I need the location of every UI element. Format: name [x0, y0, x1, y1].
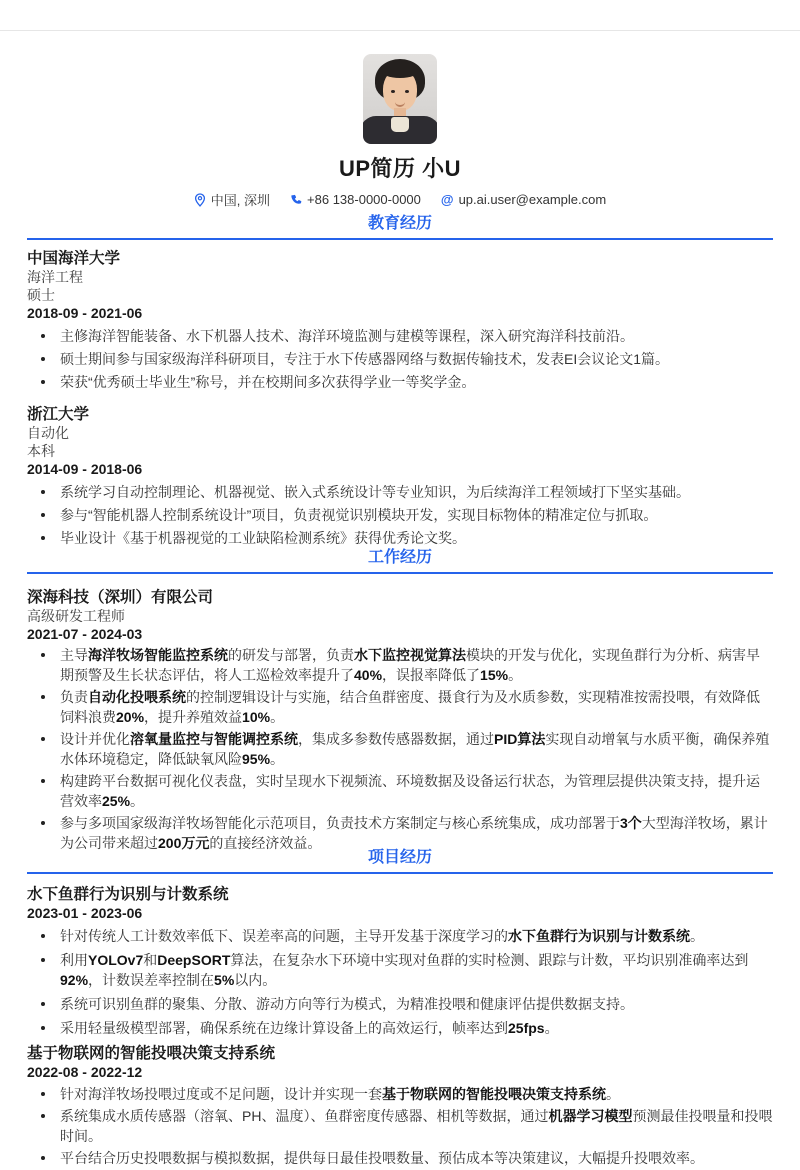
bullet-item: 构建跨平台数据可视化仪表盘，实时呈现水下视频流、环境数据及设备运行状态，为管理层提供决策支持，提升运营效率25%。 — [27, 771, 773, 811]
bullet-item: 参与多项国家级海洋牧场智能化示范项目，负责技术方案制定与核心系统集成，成功部署于3个大型海洋牧场，累计为公司带来超过200万元的直接经济效益。 — [27, 813, 773, 853]
section-projects — [27, 848, 773, 1170]
bullet-item: 参与“智能机器人控制系统设计”项目，负责视觉识别模块开发，实现目标物体的精准定位与抓取。 — [27, 505, 773, 525]
entry-date: 2022-08 - 2022-12 — [27, 1064, 143, 1080]
bullet-item: 毕业设计《基于机器视觉的工业缺陷检测系统》获得优秀论文奖。 — [27, 528, 773, 548]
bullet-item: 系统学习自动控制理论、机器视觉、嵌入式系统设计等专业知识，为后续海洋工程领域打下坚实基础。 — [27, 482, 773, 502]
profile-photo — [363, 54, 437, 144]
entry-subline: 硕士 — [27, 287, 55, 303]
entry-title: 深海科技（深圳）有限公司 — [27, 589, 214, 606]
location-pin-icon — [194, 193, 206, 207]
bullet-dot — [41, 380, 45, 384]
resume-header — [0, 54, 800, 209]
bullet-dot — [41, 357, 45, 361]
entry — [27, 405, 773, 548]
entry-date: 2018-09 - 2021-06 — [27, 305, 143, 321]
bullet-dot — [41, 1092, 45, 1096]
avatar-eye — [391, 90, 395, 93]
bullet-dot — [41, 513, 45, 517]
page-top-divider — [0, 30, 800, 31]
contact-email-text: up.ai.user@example.com — [458, 192, 607, 207]
bullet-dot — [41, 1156, 45, 1160]
bullet-dot — [41, 1002, 45, 1006]
avatar-eye — [405, 90, 409, 93]
entry-date: 2021-07 - 2024-03 — [27, 626, 143, 642]
avatar-shirt — [391, 117, 409, 132]
bullet-dot — [41, 737, 45, 741]
contact-phone-text: +86 138-0000-0000 — [307, 192, 421, 207]
bullet-list — [27, 1084, 773, 1168]
bullet-item: 主修海洋智能装备、水下机器人技术、海洋环境监测与建模等课程，深入研究海洋科技前沿。 — [27, 326, 773, 346]
bullet-list — [27, 326, 773, 392]
contact-location-text: 中国, 深圳 — [210, 193, 271, 208]
bullet-item: 主导海洋牧场智能监控系统的研发与部署，负责水下监控视觉算法模块的开发与优化，实现鱼群行为分析、病害早期预警及生长状态评估，将人工巡检效率提升了40%，误报率降低了15%。 — [27, 645, 773, 685]
bullet-dot — [41, 821, 45, 825]
bullet-item: 采用轻量级模型部署，确保系统在边缘计算设备上的高效运行，帧率达到25fps。 — [27, 1018, 773, 1038]
bullet-item: 设计并优化溶氧量监控与智能调控系统，集成多参数传感器数据，通过PID算法实现自动增氧与水质平衡，确保养殖水体环境稳定，降低缺氧风险95%。 — [27, 729, 773, 769]
entry-title: 基于物联网的智能投喂决策支持系统 — [27, 1045, 276, 1062]
bullet-dot — [41, 1026, 45, 1030]
avatar-fringe — [380, 62, 420, 78]
bullet-item: 平台结合历史投喂数据与模拟数据，提供每日最佳投喂数量、预估成本等决策建议，大幅提升投喂效率。 — [27, 1148, 773, 1168]
section-work-experience — [27, 548, 773, 855]
contact-row — [0, 190, 800, 209]
section-title: 教育经历 — [27, 214, 773, 240]
entry-title: 水下鱼群行为识别与计数系统 — [27, 886, 229, 903]
section-title: 项目经历 — [27, 848, 773, 874]
entry — [27, 1044, 773, 1168]
bullet-list — [27, 482, 773, 548]
entry-subline: 本科 — [27, 443, 55, 459]
bullet-dot — [41, 958, 45, 962]
bullet-list — [27, 645, 773, 853]
bullet-dot — [41, 934, 45, 938]
bullet-item: 利用YOLOv7和DeepSORT算法，在复杂水下环境中实现对鱼群的实时检测、跟踪与计数，平均识别准确率达到92%，计数误差率控制在5%以内。 — [27, 950, 773, 990]
entry-title: 浙江大学 — [27, 406, 90, 423]
bullet-dot — [41, 779, 45, 783]
section-title: 工作经历 — [27, 548, 773, 574]
bullet-item: 负责自动化投喂系统的控制逻辑设计与实施，结合鱼群密度、摄食行为及水质参数，实现精准按需投喂，有效降低饲料浪费20%，提升养殖效益10%。 — [27, 687, 773, 727]
section-education — [27, 214, 773, 551]
entry-date: 2014-09 - 2018-06 — [27, 461, 143, 477]
entry-subline: 海洋工程 — [27, 269, 83, 285]
contact-phone — [290, 192, 421, 207]
bullet-item: 针对海洋牧场投喂过度或不足问题，设计并实现一套基于物联网的智能投喂决策支持系统。 — [27, 1084, 773, 1104]
entry — [27, 885, 773, 1038]
entry-date: 2023-01 - 2023-06 — [27, 905, 143, 921]
at-icon: @ — [440, 192, 454, 207]
bullet-list — [27, 926, 773, 1038]
bullet-item: 针对传统人工计数效率低下、误差率高的问题，主导开发基于深度学习的水下鱼群行为识别与计数系统。 — [27, 926, 773, 946]
candidate-name: UP简历 小U — [338, 156, 462, 181]
contact-location — [194, 190, 270, 209]
phone-icon — [290, 194, 302, 206]
bullet-dot — [41, 695, 45, 699]
bullet-item: 荣获“优秀硕士毕业生”称号，并在校期间多次获得学业一等奖学金。 — [27, 372, 773, 392]
bullet-item: 系统可识别鱼群的聚集、分散、游动方向等行为模式，为精准投喂和健康评估提供数据支持。 — [27, 994, 773, 1014]
bullet-dot — [41, 334, 45, 338]
bullet-dot — [41, 1114, 45, 1118]
bullet-dot — [41, 490, 45, 494]
entry-subline: 自动化 — [27, 425, 69, 441]
entry — [27, 588, 773, 853]
entry-subline: 高级研发工程师 — [27, 608, 125, 624]
bullet-item: 系统集成水质传感器（溶氧、PH、温度）、鱼群密度传感器、相机等数据，通过机器学习模型预测最佳投喂量和投喂时间。 — [27, 1106, 773, 1146]
bullet-item: 硕士期间参与国家级海洋科研项目，专注于水下传感器网络与数据传输技术，发表EI会议论文1篇。 — [27, 349, 773, 369]
bullet-dot — [41, 653, 45, 657]
entry-title: 中国海洋大学 — [27, 250, 121, 267]
contact-email — [441, 192, 606, 207]
entry — [27, 249, 773, 392]
bullet-dot — [41, 536, 45, 540]
